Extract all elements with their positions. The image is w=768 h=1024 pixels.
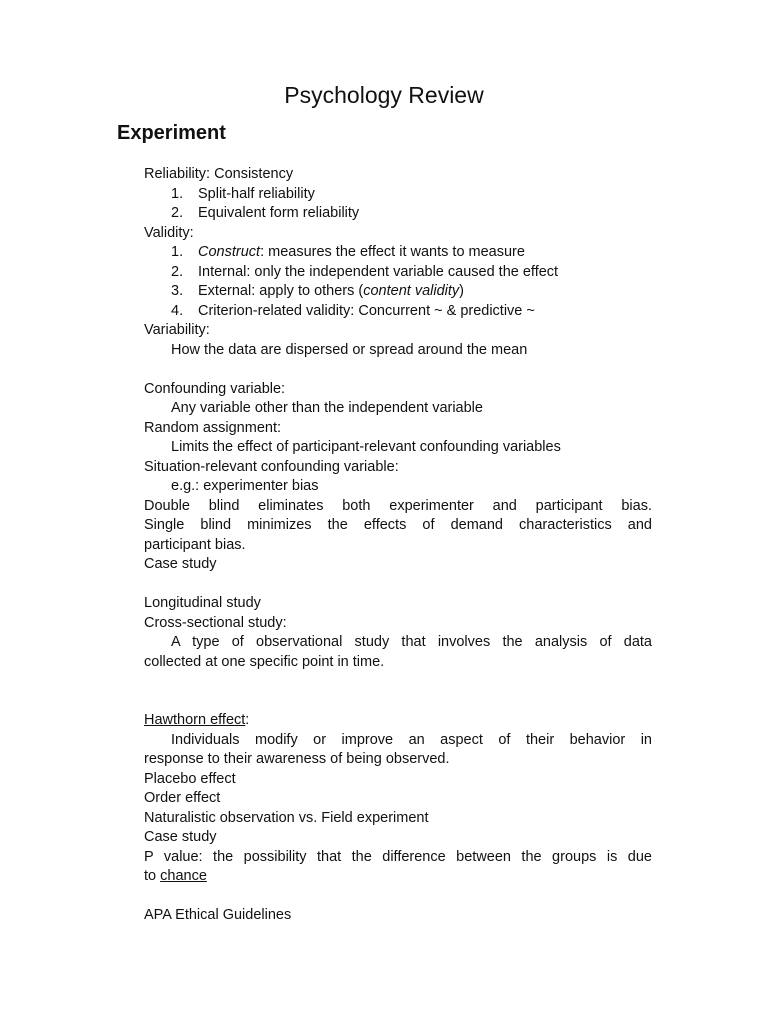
variability-label: Variability: [144,322,210,338]
case-study-1: Case study [144,556,217,572]
case-study-2: Case study [144,829,217,845]
document-body [144,165,652,926]
blind-line-1: Double blind eliminates both experimenter and participant bias. [144,497,652,514]
hawthorn-line-2: response to their awareness of being observed. [144,751,450,767]
list-item: 2. Internal: only the independent variable caused the effect [171,263,559,280]
confounding-desc: Any variable other than the independent variable [171,400,483,416]
cross-sectional-line-1: A type of observational study that involves the analysis of data [171,634,652,650]
p-value-line-1: P value: the possibility that the difference between the groups is due [144,848,652,865]
cross-sectional-line-2: collected at one specific point in time. [144,653,385,670]
situation-label: Situation-relevant confounding variable: [144,458,399,475]
chance-link: chance [160,868,207,884]
random-assignment-label: Random assignment: [144,419,282,436]
longitudinal-study: Longitudinal study [144,595,261,611]
random-assignment-desc: Limits the effect of participant-relevant confounding variables [171,439,561,455]
list-item: 1. Split-half reliability [171,185,315,202]
list-item: 2. Equivalent form reliability [171,205,360,221]
list-item: 4. Criterion-related validity: Concurrent ~ & predictive ~ [171,302,535,319]
reliability-label: Reliability: Consistency [144,166,294,182]
naturalistic-observation: Naturalistic observation vs. Field experiment [144,809,429,826]
variability-desc: How the data are dispersed or spread around the mean [171,341,528,358]
section-heading: Experiment [117,122,226,144]
p-value-line-2: to chance [144,868,207,884]
hawthorn-heading: Hawthorn effect: [144,712,250,728]
hawthorn-line-1: Individuals modify or improve an aspect of their behavior in [171,731,652,748]
blind-line-2: Single blind minimizes the effects of demand characteristics and [144,517,652,533]
list-item: 3. External: apply to others (content validity) [171,283,464,299]
validity-label: Validity: [144,224,194,241]
confounding-label: Confounding variable: [144,380,286,397]
apa-guidelines: APA Ethical Guidelines [144,907,292,923]
order-effect: Order effect [144,790,221,806]
list-item: 1. Construct: measures the effect it wants to measure [171,244,525,260]
cross-sectional-label: Cross-sectional study: [144,614,287,631]
placebo-effect: Placebo effect [144,770,236,787]
blind-line-3: participant bias. [144,536,246,553]
page-title: Psychology Review [284,82,484,108]
situation-desc: e.g.: experimenter bias [171,478,319,494]
